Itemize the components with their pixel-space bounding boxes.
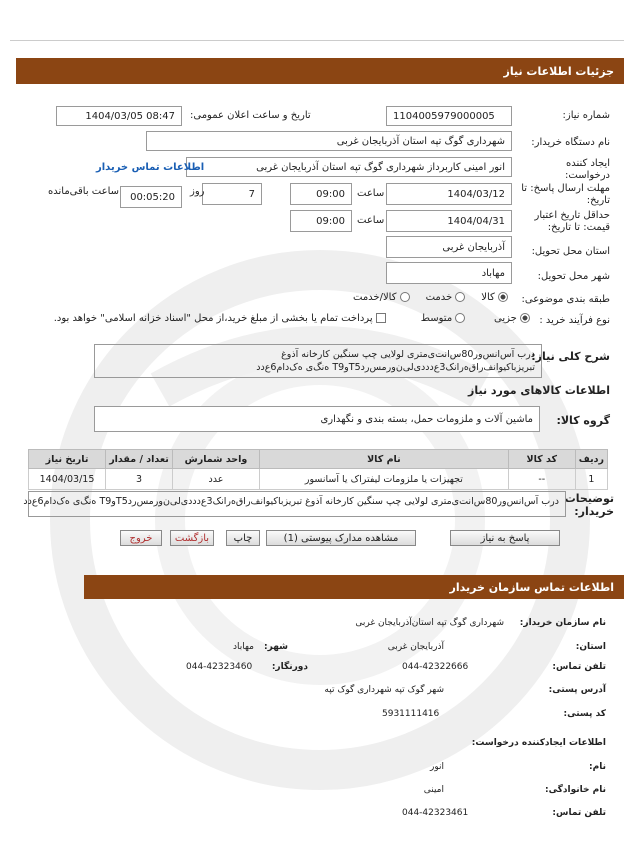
cat-goods-service-radio[interactable] bbox=[400, 292, 410, 302]
creator-info-title: اطلاعات ایجادکننده درخواست: bbox=[471, 738, 606, 748]
group-field: ماشین آلات و ملزومات حمل، بسته بندی و نگهداری bbox=[94, 406, 540, 432]
phone-value: 044-42322666 bbox=[402, 662, 469, 672]
days-label: روز bbox=[190, 186, 205, 197]
table-header-row bbox=[29, 450, 608, 469]
cell-row: 1 bbox=[575, 469, 607, 490]
table-row bbox=[29, 469, 608, 490]
section-header bbox=[16, 58, 624, 84]
fax-value: 044-42323460 bbox=[186, 662, 253, 672]
payment-checkbox[interactable] bbox=[376, 313, 386, 323]
creator-label: ایجاد کننده درخواست: bbox=[565, 158, 610, 181]
group-label: گروه کالا: bbox=[556, 414, 610, 427]
process-options bbox=[54, 313, 530, 324]
deadline-time-field: 09:00 bbox=[290, 183, 352, 205]
remaining-field: 00:05:20 bbox=[120, 186, 182, 208]
org-value: شهرداری گوگ تپه استان‌آذربایجان غربی bbox=[355, 618, 504, 628]
th-date: تاریخ نیاز bbox=[29, 450, 106, 469]
validity-time-label: ساعت bbox=[357, 215, 385, 226]
proc-minor-radio[interactable] bbox=[520, 313, 530, 323]
cell-name: تجهیزات یا ملزومات لیفتراک یا آسانسور bbox=[260, 469, 509, 490]
section-title: جزئیات اطلاعات نیاز bbox=[503, 64, 614, 78]
buyer-notes-box bbox=[23, 491, 566, 517]
top-divider bbox=[10, 40, 624, 41]
process-label: نوع فرآیند خرید : bbox=[539, 315, 610, 326]
summary-box bbox=[94, 344, 542, 378]
org-label: نام سازمان خریدار: bbox=[519, 618, 606, 628]
buyer-notes-label: توضیحات خریدار: bbox=[564, 492, 614, 518]
address-value: شهر گوک تپه شهرداری گوک تپه bbox=[324, 685, 444, 695]
creator-phone-label: تلفن تماس: bbox=[552, 808, 606, 818]
cat-goods-label: کالا bbox=[481, 292, 495, 303]
th-qty: تعداد / مقدار bbox=[106, 450, 173, 469]
validity-date-field: 1404/04/31 bbox=[386, 210, 512, 232]
province-label: استان محل تحویل: bbox=[531, 246, 610, 257]
cell-date: 1404/03/15 bbox=[29, 469, 106, 490]
validity-label: حداقل تاریخ اعتبار قیمت: تا تاریخ: bbox=[534, 210, 610, 233]
proc-minor-label: جزیی bbox=[493, 313, 517, 324]
watermark-logo bbox=[40, 240, 600, 800]
exit-button[interactable]: خروج bbox=[120, 530, 162, 546]
cat-service-label: خدمت bbox=[425, 292, 453, 303]
name-label: نام: bbox=[589, 762, 606, 772]
proc-medium-radio[interactable] bbox=[455, 313, 465, 323]
fax-label: دورنگار: bbox=[271, 662, 308, 672]
city-field: مهاباد bbox=[386, 262, 512, 284]
province-field: آذربایجان غربی bbox=[386, 236, 512, 258]
cat-service-radio[interactable] bbox=[455, 292, 465, 302]
deadline-date-field: 1404/03/12 bbox=[386, 183, 512, 205]
postal-label: کد پستی: bbox=[563, 709, 606, 719]
cell-unit: عدد bbox=[173, 469, 260, 490]
announce-label: تاریخ و ساعت اعلان عمومی: bbox=[190, 110, 311, 121]
th-name: نام کالا bbox=[260, 450, 509, 469]
reply-button[interactable]: پاسخ به نیاز bbox=[450, 530, 560, 546]
deadline-time-label: ساعت bbox=[357, 188, 385, 199]
category-label: طبقه بندی موضوعی: bbox=[521, 294, 610, 305]
validity-time-field: 09:00 bbox=[290, 210, 352, 232]
contact-province-label: استان: bbox=[575, 642, 606, 652]
days-field: 7 bbox=[202, 183, 262, 205]
items-table bbox=[28, 449, 608, 490]
remaining-label: ساعت باقی‌مانده bbox=[48, 186, 120, 197]
phone-label: تلفن تماس: bbox=[552, 662, 606, 672]
name-value: انور bbox=[429, 762, 444, 772]
contact-title: اطلاعات تماس سازمان خریدار bbox=[449, 580, 614, 594]
creator-phone-value: 044-42323461 bbox=[402, 808, 469, 818]
buyer-field: شهرداری گوگ تپه استان آذربایجان غربی bbox=[146, 131, 512, 151]
deadline-label: مهلت ارسال پاسخ: تا تاریخ: bbox=[521, 183, 610, 206]
th-code: کد کالا bbox=[508, 450, 575, 469]
need-number-label: شماره نیاز: bbox=[562, 110, 610, 121]
cell-qty: 3 bbox=[106, 469, 173, 490]
contact-city-label: شهر: bbox=[264, 642, 288, 652]
family-value: امینی bbox=[423, 785, 444, 795]
postal-value: 5931111416 bbox=[382, 709, 440, 719]
cat-goods-radio[interactable] bbox=[498, 292, 508, 302]
city-label: شهر محل تحویل: bbox=[537, 271, 610, 282]
contact-city-value: مهاباد bbox=[233, 642, 254, 652]
contact-header bbox=[84, 575, 624, 599]
need-number-field: 1104005979000005 bbox=[386, 106, 512, 126]
announce-field: 1404/03/05 08:47 bbox=[56, 106, 182, 126]
creator-field: انور امینی کاربرداز شهرداری گوگ تپه استان آذربایجان غربی bbox=[186, 157, 512, 177]
cell-code: -- bbox=[508, 469, 575, 490]
cat-goods-service-label: کالا/خدمت bbox=[353, 292, 397, 303]
print-button[interactable]: چاپ bbox=[226, 530, 260, 546]
address-label: آدرس پستی: bbox=[548, 685, 606, 695]
buyer-notes-text: درب آس‌انس‌ور80س‌انت‌ی‌متری لولایی چپ سنگین کارخانه آذوغ تبریزباکیوانف‌راق‌ه‌رانک3ع‌دددی‌لی‌ن‌ورمس‌ردT5وT9 ه‌نگ‌ی ه‌ک‌دام6ع‌دد bbox=[23, 496, 559, 507]
payment-note: پرداخت تمام یا بخشی از مبلغ خرید،از محل "اسناد خزانه اسلامی" خواهد بود. bbox=[53, 313, 373, 324]
buyer-contact-link[interactable]: اطلاعات تماس خریدار bbox=[96, 162, 205, 173]
summary-text: درب آس‌انس‌ور80س‌انت‌ی‌متری لولایی چپ سنگین کارخانه آذوغ تبریزباکیوانف‌راق‌ه‌رانک3ع‌دددی‌لی‌ن‌ورمس‌ردT5وT9 ه‌نگ‌ی ه‌ک‌دام6ع‌دد bbox=[256, 349, 535, 373]
attachments-button[interactable]: مشاهده مدارک پیوستی (1) bbox=[266, 530, 416, 546]
th-unit: واحد شمارش bbox=[173, 450, 260, 469]
goods-info-title: اطلاعات کالاهای مورد نیاز bbox=[468, 384, 610, 397]
buyer-label: نام دستگاه خریدار: bbox=[531, 137, 610, 148]
proc-medium-label: متوسط bbox=[420, 313, 453, 324]
contact-province-value: آذربایجان غربی bbox=[387, 642, 444, 652]
back-button[interactable]: بازگشت bbox=[170, 530, 214, 546]
category-options bbox=[353, 292, 508, 303]
summary-label: شرح کلی نیاز: bbox=[531, 350, 610, 363]
th-row: ردیف bbox=[575, 450, 607, 469]
family-label: نام خانوادگی: bbox=[544, 785, 606, 795]
